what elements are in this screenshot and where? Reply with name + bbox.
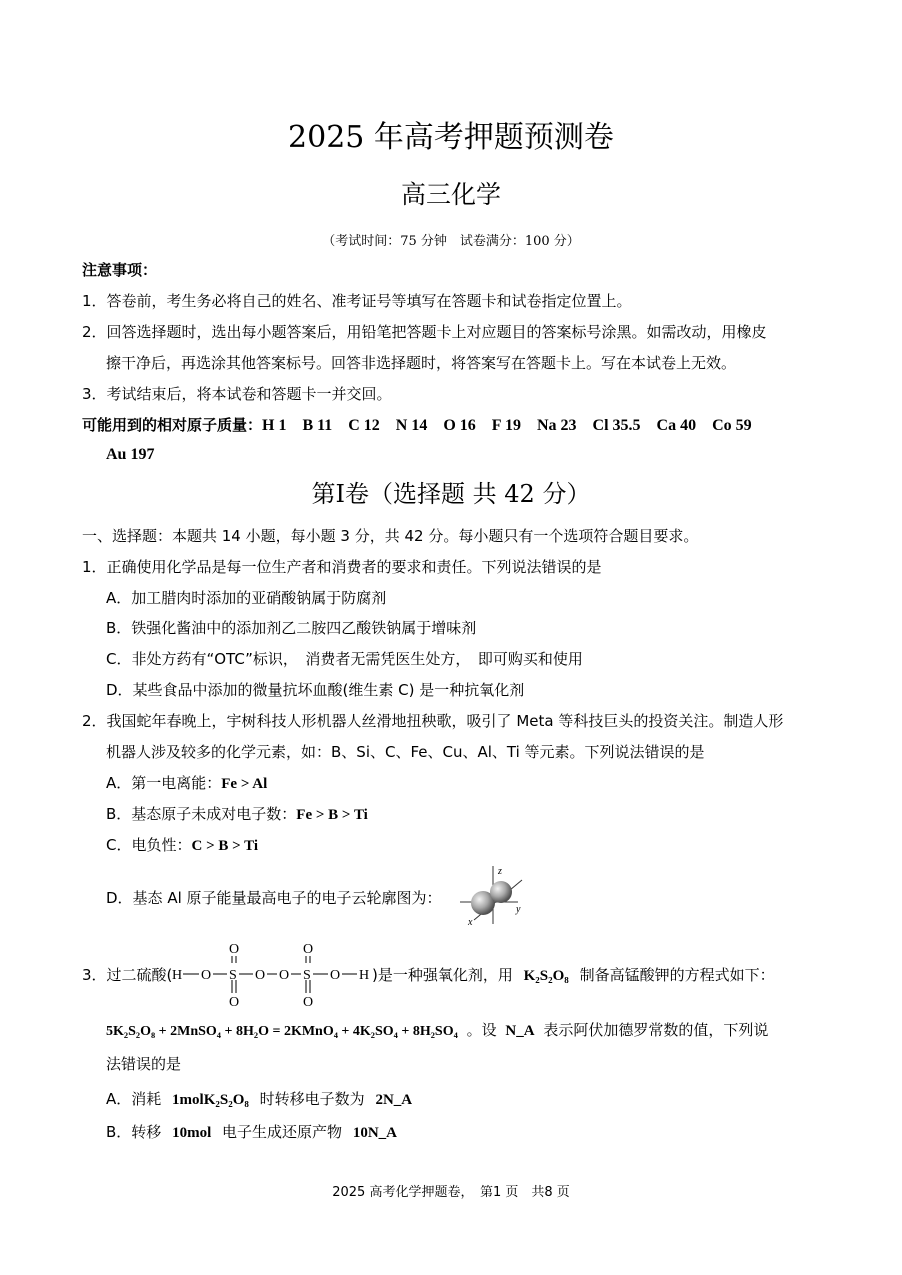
equation-trailing: 。设 — [466, 1021, 497, 1039]
notice-item: 3．考试结束后，将本试卷和答题卡一并交回。 — [82, 385, 392, 403]
option-a-value: 2N_A — [375, 1092, 413, 1108]
atom-o: O — [255, 968, 266, 983]
option-b-value: 10N_A — [352, 1125, 397, 1141]
page-title: 2025 年高考押题预测卷 — [288, 120, 614, 155]
p-orbital-diagram — [452, 862, 530, 928]
option-a: A．加工腊肉时添加的亚硝酸钠属于防腐剂 — [106, 589, 387, 607]
option-d-label: D．基态 Al 原子能量最高电子的电子云轮廓图为： — [106, 889, 442, 907]
atom-o: O — [201, 968, 212, 983]
notice-heading: 注意事项： — [82, 261, 158, 279]
question-stem: 2．我国蛇年春晚上，宇树科技人形机器人丝滑地扭秧歌，吸引了 Meta 等科技巨头的投资关注。制造人形 — [82, 712, 784, 730]
page-footer: 2025 高考化学押题卷， 第1 页 共8 页 — [332, 1185, 570, 1200]
peroxydisulfuric-acid-structure — [170, 938, 372, 1012]
option-c: C．非处方药有“OTC”标识， 消费者无需凭医生处方， 即可购买和使用 — [106, 650, 583, 668]
orbital-lobe — [490, 881, 512, 903]
question-stem-line3: 法错误的是 — [106, 1055, 182, 1073]
atom-o: O — [303, 942, 314, 957]
atom-s: S — [229, 968, 237, 983]
y-axis-label: y — [516, 904, 521, 915]
notice-item: 擦干净后，再选涂其他答案标号。回答非选择题时，将答案写在答题卡上。写在本试卷上无效。 — [106, 354, 737, 372]
option-b-formula: Fe > B > Ti — [296, 807, 368, 823]
notice-item: 1．答卷前，考生务必将自己的姓名、准考证号等填写在答题卡和试卷指定位置上。 — [82, 292, 632, 310]
question-stem-middle: )是一种强氧化剂，用 — [372, 966, 513, 984]
option-c-label: C．电负性： — [106, 836, 192, 854]
option-a-label: A．第一电离能： — [106, 774, 222, 792]
option-b: B．铁强化酱油中的添加剂乙二胺四乙酸铁钠属于增味剂 — [106, 619, 477, 637]
option-b-formula: 10mol — [172, 1125, 212, 1141]
atom-h: H — [359, 968, 370, 983]
atom-o: O — [229, 995, 240, 1010]
z-axis-label: z — [498, 866, 502, 877]
question-stem: 1．正确使用化学品是每一位生产者和消费者的要求和责任。下列说法错误的是 — [82, 558, 602, 576]
question-stem-continued: 表示阿伏加德罗常数的值，下列说 — [543, 1021, 769, 1039]
section-title: 第Ⅰ卷（选择题 共 42 分） — [311, 480, 591, 508]
question-stem-prefix: 3．过二硫酸( — [82, 966, 173, 984]
atomic-mass-values-2: Au 197 — [106, 446, 155, 463]
reagent-formula: K₂S₂O₈ — [523, 968, 569, 984]
option-c-formula: C > B > Ti — [191, 838, 259, 854]
option-b-label: B．基态原子未成对电子数： — [106, 805, 297, 823]
question-stem-suffix: 制备高锰酸钾的方程式如下： — [579, 966, 775, 984]
reaction-equation: 5K₂S₂O₈ + 2MnSO₄ + 8H₂O = 2KMnO₄ + 4K₂SO₄ + 8H₂SO₄ — [106, 1024, 458, 1039]
atom-o: O — [229, 942, 240, 957]
exam-info: （考试时间：75 分钟 试卷满分：100 分） — [322, 234, 580, 249]
option-a-formula: Fe > Al — [221, 776, 268, 792]
section-instruction: 一、选择题：本题共 14 小题，每小题 3 分，共 42 分。每小题只有一个选项符合题目要求。 — [82, 527, 699, 545]
x-axis-label: x — [468, 917, 473, 928]
atom-o: O — [330, 968, 341, 983]
option-a-formula: 1molK₂S₂O₈ — [172, 1092, 249, 1108]
avogadro-symbol: N_A — [505, 1023, 535, 1039]
option-b-label: B．转移 — [106, 1123, 162, 1141]
atom-o: O — [279, 968, 290, 983]
question-stem-cont: 机器人涉及较多的化学元素，如：B、Si、C、Fe、Cu、Al、Ti 等元素。下列说法错误的是 — [106, 743, 705, 761]
option-d: D．某些食品中添加的微量抗坏血酸(维生素 C) 是一种抗氧化剂 — [106, 681, 525, 699]
option-b-text: 电子生成还原产物 — [222, 1123, 343, 1141]
notice-item: 2．回答选择题时，选出每小题答案后，用铅笔把答题卡上对应题目的答案标号涂黑。如需改动，用橡皮 — [82, 323, 767, 341]
option-a-label: A．消耗 — [106, 1090, 162, 1108]
atom-s: S — [303, 968, 311, 983]
subject-title: 高三化学 — [400, 180, 501, 209]
atomic-mass-values: H 1 B 11 C 12 N 14 O 16 F 19 Na 23 Cl 35.5 Ca 40 Co 59 — [262, 417, 752, 434]
atom-h: H — [172, 968, 183, 983]
option-a-text: 时转移电子数为 — [259, 1090, 365, 1108]
atomic-mass-label: 可能用到的相对原子质量： — [82, 416, 263, 434]
atom-o: O — [303, 995, 314, 1010]
